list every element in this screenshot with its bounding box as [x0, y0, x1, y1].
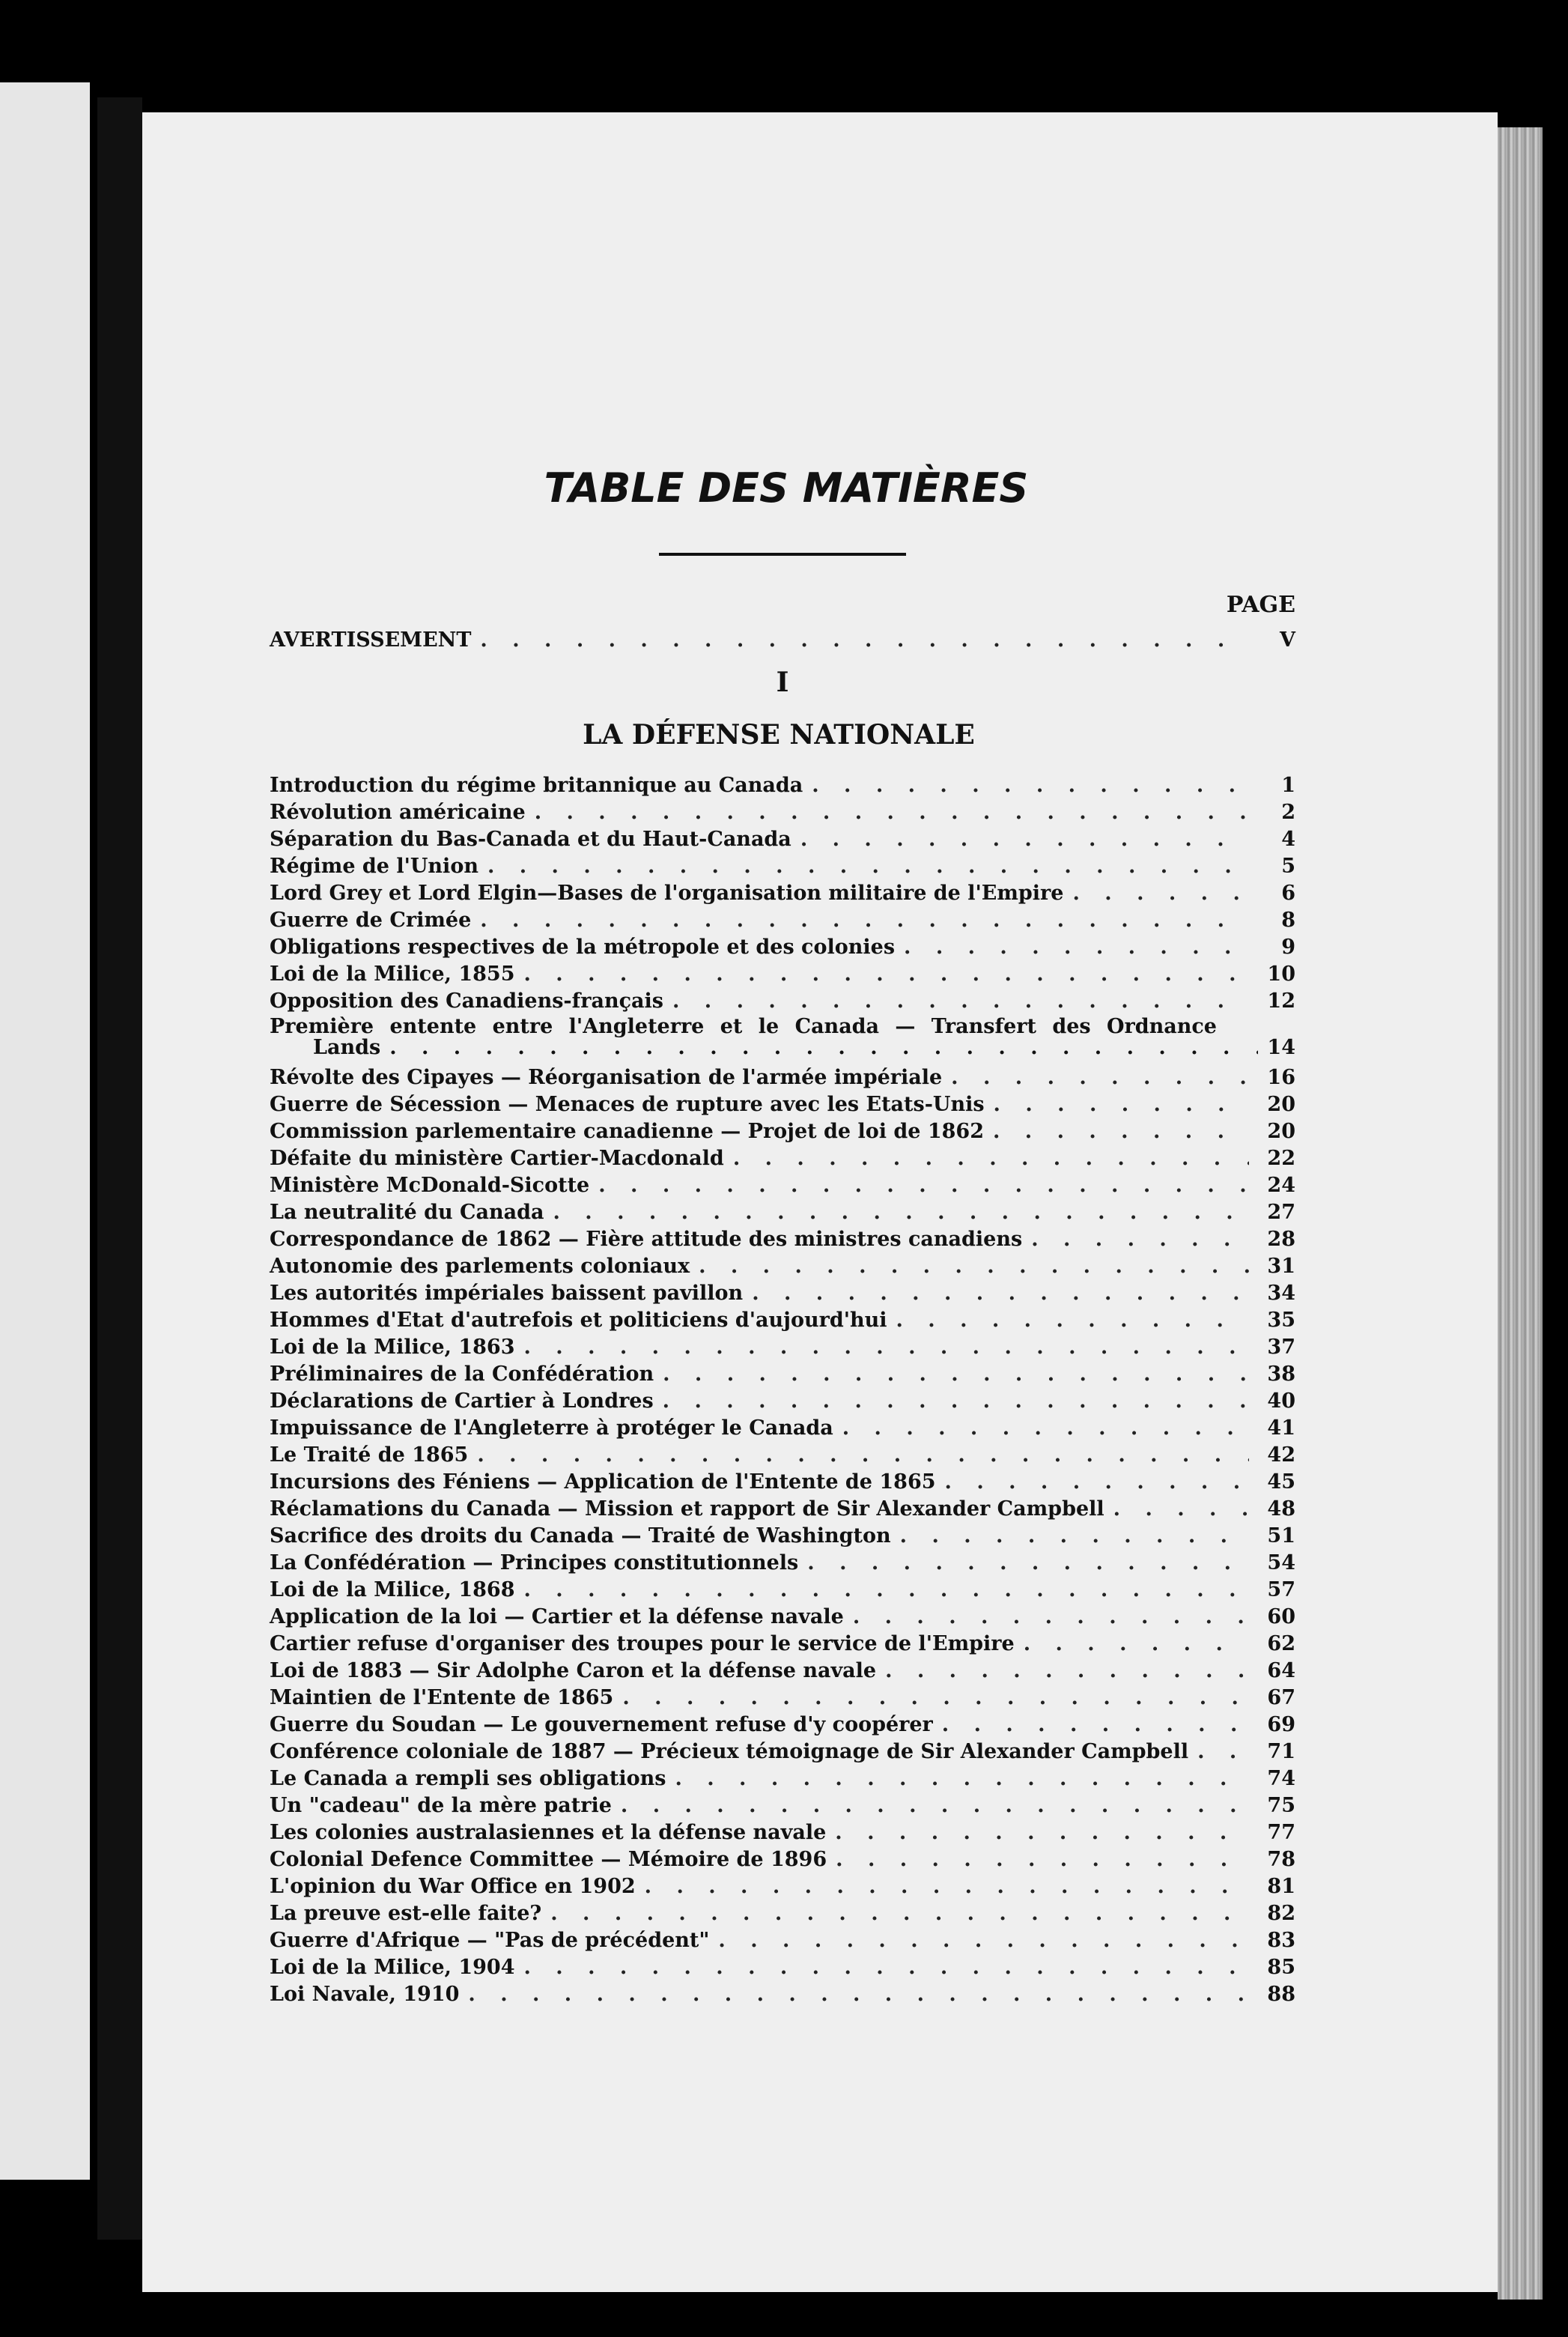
dot-leader: [535, 800, 1249, 825]
toc-entry-page: 85: [1267, 1956, 1295, 1979]
toc-entry: [270, 1092, 1295, 1117]
toc-entry-page: 40: [1267, 1389, 1295, 1413]
toc-entry-page: 22: [1267, 1147, 1295, 1170]
toc-entry: [270, 1847, 1295, 1872]
toc-entry-page: 35: [1267, 1309, 1295, 1332]
dot-leader: [945, 1470, 1249, 1494]
toc-entry: [270, 1874, 1295, 1899]
toc-entry-page: 4: [1281, 828, 1295, 851]
dot-leader: [836, 1847, 1249, 1872]
toc-entry: [270, 1416, 1295, 1440]
dot-leader: [621, 1793, 1249, 1818]
toc-entry: [270, 1631, 1295, 1656]
section-number: I: [776, 667, 789, 698]
dot-leader: [480, 628, 1249, 652]
toc-entry: [270, 1470, 1295, 1494]
toc-entry-title: Séparation du Bas-Canada et du Haut-Canada: [270, 828, 791, 851]
dot-leader: [942, 1712, 1249, 1737]
toc-entry-page: 51: [1267, 1524, 1295, 1548]
page-stack-edge: [1498, 127, 1543, 2300]
toc-entry-title: Colonial Defence Committee — Mémoire de 1896: [270, 1848, 827, 1871]
dot-leader: [904, 935, 1249, 960]
toc-entry: [270, 1200, 1295, 1225]
toc-entry-continuation: [270, 1037, 1295, 1058]
dot-leader: [812, 773, 1249, 798]
toc-entry-page: 64: [1267, 1659, 1295, 1682]
toc-entry: [270, 1146, 1295, 1171]
toc-entry-title: Loi de 1883 — Sir Adolphe Caron et la défense navale: [270, 1659, 877, 1682]
toc-entry: [270, 1443, 1295, 1467]
toc-entry: [270, 1766, 1295, 1791]
adjacent-page-edge: [0, 82, 90, 2180]
toc-entry-title: Régime de l'Union: [270, 855, 478, 878]
toc-entry-title: Hommes d'Etat d'autrefois et politiciens d'aujourd'hui: [270, 1309, 887, 1332]
toc-entry-page: 12: [1267, 989, 1295, 1013]
toc-entry-title: Défaite du ministère Cartier-Macdonald: [270, 1147, 724, 1170]
toc-entry: [270, 1362, 1295, 1386]
toc-entry-page: 77: [1267, 1821, 1295, 1844]
dot-leader: [752, 1281, 1249, 1306]
toc-entry-title-line2: Lands: [313, 1036, 381, 1059]
toc-entry-page: 62: [1267, 1632, 1295, 1655]
toc-entry-page: 31: [1267, 1255, 1295, 1278]
toc-entry-title: Incursions des Féniens — Application de l'Entente de 1865: [270, 1470, 936, 1494]
toc-entry-page: 83: [1267, 1929, 1295, 1952]
toc-entry-title: Autonomie des parlements coloniaux: [270, 1255, 690, 1278]
toc-entry-title: Obligations respectives de la métropole et des colonies: [270, 936, 896, 959]
dot-leader: [523, 1577, 1249, 1602]
toc-entry-title: Cartier refuse d'organiser des troupes pour le service de l'Empire: [270, 1632, 1015, 1655]
toc-entry-title: Maintien de l'Entente de 1865: [270, 1686, 614, 1709]
dot-leader: [1024, 1631, 1249, 1656]
toc-entry-title: Les colonies australasiennes et la défense navale: [270, 1821, 827, 1844]
book-gutter: [97, 97, 142, 2240]
toc-entry: [270, 1254, 1295, 1279]
dot-leader: [733, 1146, 1249, 1171]
toc-entry: [270, 1524, 1295, 1548]
toc-entry-page: 54: [1267, 1551, 1295, 1574]
dot-leader: [896, 1308, 1249, 1333]
toc-entry-page: 57: [1267, 1578, 1295, 1601]
toc-entry-page: 38: [1267, 1363, 1295, 1386]
toc-entry-title: Le Traité de 1865: [270, 1443, 469, 1467]
dot-leader: [645, 1874, 1249, 1899]
toc-entry: [270, 1119, 1295, 1144]
toc-entry-page: 8: [1281, 909, 1295, 932]
toc-entry-title: Un "cadeau" de la mère patrie: [270, 1794, 612, 1817]
dot-leader: [622, 1685, 1249, 1710]
toc-entry-title: Conférence coloniale de 1887 — Précieux témoignage de Sir Alexander Campbell: [270, 1740, 1189, 1763]
toc-entry-page: 81: [1267, 1875, 1295, 1898]
toc-entry-title: La preuve est-elle faite?: [270, 1902, 542, 1925]
toc-entry-title: La neutralité du Canada: [270, 1201, 544, 1224]
dot-leader: [523, 962, 1249, 986]
toc-entry: [270, 1955, 1295, 1980]
toc-entry-page: 5: [1281, 855, 1295, 878]
dot-leader: [718, 1928, 1249, 1953]
toc-entry-title: Guerre d'Afrique — "Pas de précédent": [270, 1929, 710, 1952]
dot-leader: [807, 1551, 1249, 1575]
toc-entry-page: V: [1280, 628, 1295, 652]
title-divider: [659, 553, 906, 556]
toc-entry: [270, 827, 1295, 852]
dot-leader: [663, 1389, 1249, 1413]
dot-leader: [900, 1524, 1249, 1548]
toc-entry: [270, 1065, 1295, 1090]
toc-entry: [270, 1173, 1295, 1198]
dot-leader: [1072, 881, 1249, 906]
toc-entry: [270, 1227, 1295, 1252]
toc-entry-page: 78: [1267, 1848, 1295, 1871]
toc-entry-page: 67: [1267, 1686, 1295, 1709]
toc-entry-page: 88: [1267, 1983, 1295, 2006]
toc-entry-title: Préliminaires de la Confédération: [270, 1363, 654, 1386]
toc-entry-page: 24: [1267, 1174, 1295, 1197]
toc-entry-title: La Confédération — Principes constitutionnels: [270, 1551, 799, 1574]
toc-entry-title: Loi de la Milice, 1855: [270, 963, 515, 986]
toc-entry-page: 74: [1267, 1767, 1295, 1790]
toc-entry-two-line: [270, 1016, 1295, 1058]
toc-entry-page: 37: [1267, 1336, 1295, 1359]
dot-leader: [835, 1820, 1249, 1845]
toc-entry-title: Révolte des Cipayes — Réorganisation de l'armée impériale: [270, 1066, 943, 1089]
toc-entry: [270, 962, 1295, 986]
toc-entry: [270, 1281, 1295, 1306]
toc-entry: [270, 1901, 1295, 1926]
toc-entry-page: 6: [1281, 882, 1295, 905]
toc-entry-page: 82: [1267, 1902, 1295, 1925]
dot-leader: [480, 908, 1249, 933]
dot-leader: [1197, 1739, 1249, 1764]
toc-entry-page: 60: [1267, 1605, 1295, 1628]
toc-entry-title: Introduction du régime britannique au Canada: [270, 774, 803, 797]
page-column-label: PAGE: [1226, 592, 1295, 618]
toc-entry: [270, 1982, 1295, 2007]
toc-entry-title: Lord Grey et Lord Elgin—Bases de l'organisation militaire de l'Empire: [270, 882, 1064, 905]
toc-entry-title: Le Canada a rempli ses obligations: [270, 1767, 666, 1790]
dot-leader: [842, 1416, 1249, 1440]
toc-entry: [270, 1739, 1295, 1764]
toc-entry-preface: [270, 628, 1295, 652]
toc-entry-page: 28: [1267, 1228, 1295, 1251]
dot-leader: [389, 1037, 1258, 1058]
toc-entry-title: Loi de la Milice, 1863: [270, 1336, 515, 1359]
toc-entry: [270, 1658, 1295, 1683]
toc-entry-title: Opposition des Canadiens-français: [270, 989, 663, 1013]
toc-entry-page: 69: [1267, 1713, 1295, 1736]
toc-entry-page: 27: [1267, 1201, 1295, 1224]
dot-leader: [993, 1119, 1249, 1144]
toc-entry-title: Les autorités impériales baissent pavillon: [270, 1282, 744, 1305]
toc-entry-page: 41: [1267, 1416, 1295, 1440]
dot-leader: [487, 854, 1249, 879]
dot-leader: [523, 1335, 1249, 1360]
toc-entry-title: Loi de la Milice, 1904: [270, 1956, 515, 1979]
toc-entry-page: 14: [1267, 1036, 1295, 1059]
toc-entry-title: Guerre de Sécession — Menaces de rupture avec les Etats-Unis: [270, 1093, 985, 1116]
toc-entry: [270, 854, 1295, 879]
dot-leader: [553, 1200, 1249, 1225]
toc-entry: [270, 800, 1295, 825]
toc-entry-title: L'opinion du War Office en 1902: [270, 1875, 636, 1898]
toc-entry-title: Réclamations du Canada — Mission et rapport de Sir Alexander Campbell: [270, 1497, 1104, 1521]
toc-entry-title: Révolution américaine: [270, 801, 526, 824]
toc-entry-page: 45: [1267, 1470, 1295, 1494]
toc-entry-page: 1: [1281, 774, 1295, 797]
dot-leader: [994, 1092, 1249, 1117]
toc-entry-title: Application de la loi — Cartier et la défense navale: [270, 1605, 844, 1628]
toc-entry-title: Déclarations de Cartier à Londres: [270, 1389, 654, 1413]
toc-entry-page: 9: [1281, 936, 1295, 959]
toc-entry-page: 16: [1267, 1066, 1295, 1089]
dot-leader: [672, 989, 1249, 1013]
dot-leader: [550, 1901, 1249, 1926]
dot-leader: [477, 1443, 1249, 1467]
toc-entry: [270, 1604, 1295, 1629]
toc-entry: [270, 1335, 1295, 1360]
dot-leader: [663, 1362, 1249, 1386]
toc-entry-title: Impuissance de l'Angleterre à protéger le Canada: [270, 1416, 833, 1440]
toc-entry-page: 71: [1267, 1740, 1295, 1763]
toc-entry: [270, 1820, 1295, 1845]
toc-entry: [270, 1712, 1295, 1737]
toc-entry-title: Correspondance de 1862 — Fière attitude des ministres canadiens: [270, 1228, 1023, 1251]
toc-entry: [270, 1389, 1295, 1413]
toc-entry: [270, 1577, 1295, 1602]
toc-entry-title-line1: Première entente entre l'Angleterre et le Canada — Transfert des Ordnance: [270, 1015, 1217, 1038]
toc-entry-title: Loi de la Milice, 1868: [270, 1578, 515, 1601]
dot-leader: [800, 827, 1249, 852]
toc-entry-title: Loi Navale, 1910: [270, 1983, 460, 2006]
dot-leader: [1031, 1227, 1249, 1252]
dot-leader: [675, 1766, 1249, 1791]
toc-entry: [270, 881, 1295, 906]
toc-entry-page: 42: [1267, 1443, 1295, 1467]
toc-entry: [270, 908, 1295, 933]
toc-entry: [270, 773, 1295, 798]
dot-leader: [951, 1065, 1249, 1090]
dot-leader: [1113, 1497, 1249, 1521]
toc-entry: [270, 1308, 1295, 1333]
dot-leader: [523, 1955, 1249, 1980]
toc-entry-title: Commission parlementaire canadienne — Projet de loi de 1862: [270, 1120, 984, 1143]
dot-leader: [885, 1658, 1249, 1683]
toc-entry-title: Guerre du Soudan — Le gouvernement refuse d'y coopérer: [270, 1713, 933, 1736]
toc-entry: [270, 1497, 1295, 1521]
toc-entry-title: AVERTISSEMENT: [270, 628, 472, 652]
page-title: TABLE DES MATIÈRES: [544, 464, 1029, 512]
toc-entry-page: 2: [1281, 801, 1295, 824]
toc-entry-page: 20: [1267, 1120, 1295, 1143]
section-title: LA DÉFENSE NATIONALE: [583, 719, 975, 751]
toc-entry-page: 20: [1267, 1093, 1295, 1116]
toc-entry: [270, 935, 1295, 960]
toc-entry-page: 34: [1267, 1282, 1295, 1305]
dot-leader: [853, 1604, 1249, 1629]
toc-entry-title: Guerre de Crimée: [270, 909, 472, 932]
dot-leader: [699, 1254, 1249, 1279]
toc-entry-title: Sacrifice des droits du Canada — Traité de Washington: [270, 1524, 891, 1548]
toc-entry-title: Ministère McDonald-Sicotte: [270, 1174, 590, 1197]
toc-entry: [270, 1928, 1295, 1953]
toc-entry-page: 48: [1267, 1497, 1295, 1521]
dot-leader: [598, 1173, 1249, 1198]
toc-entry-page: 10: [1267, 963, 1295, 986]
toc-entry: [270, 1551, 1295, 1575]
toc-entry: [270, 989, 1295, 1013]
dot-leader: [468, 1982, 1249, 2007]
toc-entry-page: 75: [1267, 1794, 1295, 1817]
toc-entry: [270, 1685, 1295, 1710]
toc-entry: [270, 1793, 1295, 1818]
